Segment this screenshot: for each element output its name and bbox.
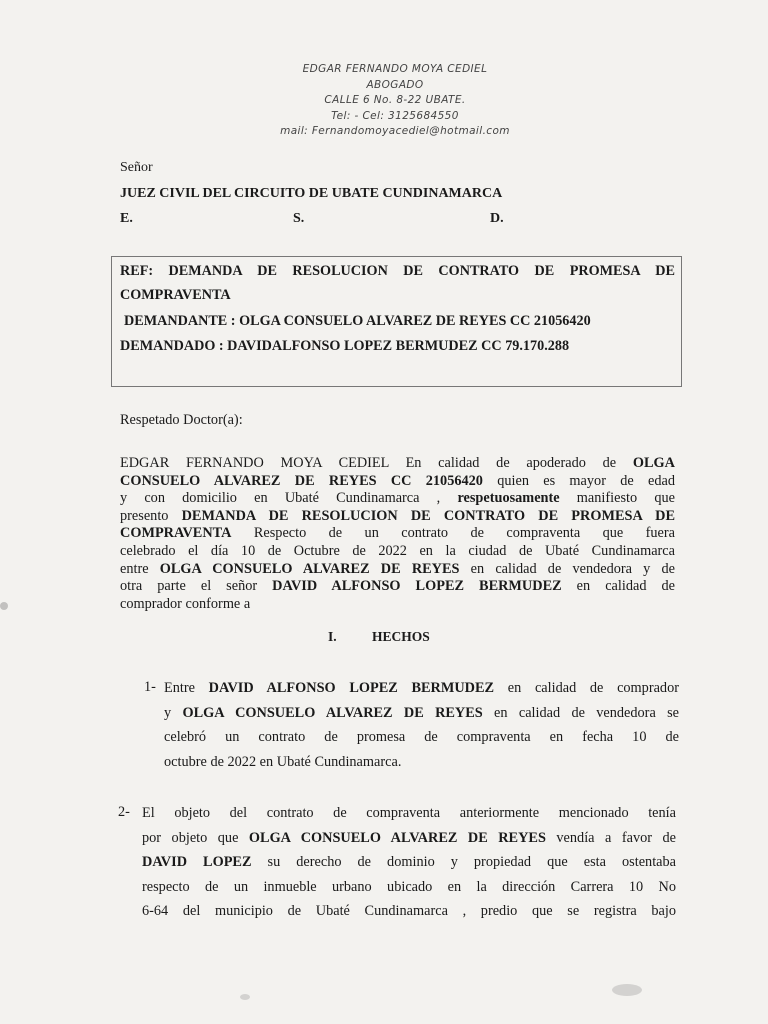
lawyer-title: ABOGADO xyxy=(366,78,424,91)
fact-1 xyxy=(164,676,679,774)
fact-text: Entre xyxy=(164,680,209,696)
fact-2-number: 2- xyxy=(118,804,130,820)
intro-bold: DEMANDA DE RESOLUCION DE CONTRATO DE PROMESA DE xyxy=(181,507,675,524)
esd-e: E. xyxy=(120,211,133,226)
fact-1-number: 1- xyxy=(144,679,156,695)
fact-text: su derecho de dominio y propiedad que esta ostentaba xyxy=(251,854,677,871)
section-title: HECHOS xyxy=(372,629,430,644)
fact-text: 6-64 del municipio de Ubaté Cundinamarca , predio que se registra bajo xyxy=(142,903,676,920)
reference-line-2: COMPRAVENTA xyxy=(120,287,231,303)
salutation: Señor xyxy=(120,160,153,175)
fact-bold: OLGA CONSUELO ALVAREZ DE REYES xyxy=(248,829,546,846)
intro-text: EDGAR FERNANDO MOYA CEDIEL En calidad de apoderado de xyxy=(120,455,617,471)
fact-text: en calidad de vendedora se xyxy=(482,704,680,721)
scan-mark xyxy=(612,984,642,996)
plaintiff-line: DEMANDANTE : OLGA CONSUELO ALVAREZ DE REYES CC 21056420 xyxy=(124,313,591,329)
fact-text: El objeto del contrato de compraventa anteriormente mencionado tenía xyxy=(142,805,676,821)
intro-text: celebrado el día 10 de Octubre de 2022 en la ciudad de Ubaté Cundinamarca xyxy=(120,542,675,559)
intro-paragraph xyxy=(120,455,675,613)
intro-text: Respecto de un contrato de compraventa que fuera xyxy=(231,525,675,542)
intro-text: comprador conforme a xyxy=(120,595,251,612)
intro-text: otra parte el señor xyxy=(120,578,273,595)
fact-text: respecto de un inmueble urbano ubicado en la dirección Carrera 10 No xyxy=(142,878,676,895)
letterhead xyxy=(230,62,560,140)
recipient: JUEZ CIVIL DEL CIRCUITO DE UBATE CUNDINAMARCA xyxy=(120,186,503,201)
scan-mark xyxy=(0,602,8,610)
intro-text: entre xyxy=(120,560,160,577)
intro-bold: OLGA CONSUELO ALVAREZ DE REYES xyxy=(159,560,460,577)
esd-s: S. xyxy=(293,211,305,226)
fact-bold: DAVID LOPEZ xyxy=(142,854,252,871)
reference-line-1: REF: DEMANDA DE RESOLUCION DE CONTRATO DE PROMESA DE xyxy=(120,263,675,279)
scan-mark xyxy=(240,994,250,1000)
intro-bold: COMPRAVENTA xyxy=(120,525,232,542)
fact-text: por objeto que xyxy=(142,829,249,846)
fact-text: celebró un contrato de promesa de compraventa en fecha 10 de xyxy=(164,729,679,746)
intro-text: en calidad de xyxy=(561,578,675,595)
intro-bold: respetuosamente xyxy=(457,490,560,507)
fact-text: en calidad de comprador xyxy=(494,680,679,696)
intro-bold: OLGA xyxy=(632,455,675,471)
intro-text: manifiesto que xyxy=(559,490,675,507)
fact-text: octubre de 2022 en Ubaté Cundinamarca. xyxy=(164,753,402,770)
fact-text: y xyxy=(164,704,183,721)
intro-bold: DAVID ALFONSO LOPEZ BERMUDEZ xyxy=(272,578,562,595)
greeting: Respetado Doctor(a): xyxy=(120,412,243,428)
intro-text: presento xyxy=(120,507,182,524)
fact-bold: DAVID ALFONSO LOPEZ BERMUDEZ xyxy=(208,680,495,696)
intro-text: en calidad de vendedora y de xyxy=(459,560,675,577)
intro-text: quien es mayor de edad xyxy=(482,472,675,489)
reference-box xyxy=(111,256,682,387)
section-number: I. xyxy=(328,629,337,644)
intro-text: y con domicilio en Ubaté Cundinamarca , xyxy=(120,490,458,507)
fact-2 xyxy=(142,801,676,924)
lawyer-address: CALLE 6 No. 8-22 UBATE. xyxy=(324,94,466,106)
defendant-line: DEMANDADO : DAVIDALFONSO LOPEZ BERMUDEZ CC 79.170.288 xyxy=(120,338,570,354)
esd-d: D. xyxy=(490,211,504,226)
fact-bold: OLGA CONSUELO ALVAREZ DE REYES xyxy=(182,704,483,721)
lawyer-name: EDGAR FERNANDO MOYA CEDIEL xyxy=(302,63,488,75)
fact-text: vendía a favor de xyxy=(545,829,676,846)
lawyer-phone: Tel: - Cel: 3125684550 xyxy=(331,109,459,122)
lawyer-email: mail: Fernandomoyacediel@hotmail.com xyxy=(280,125,510,137)
intro-bold: CONSUELO ALVAREZ DE REYES CC 21056420 xyxy=(120,472,483,489)
